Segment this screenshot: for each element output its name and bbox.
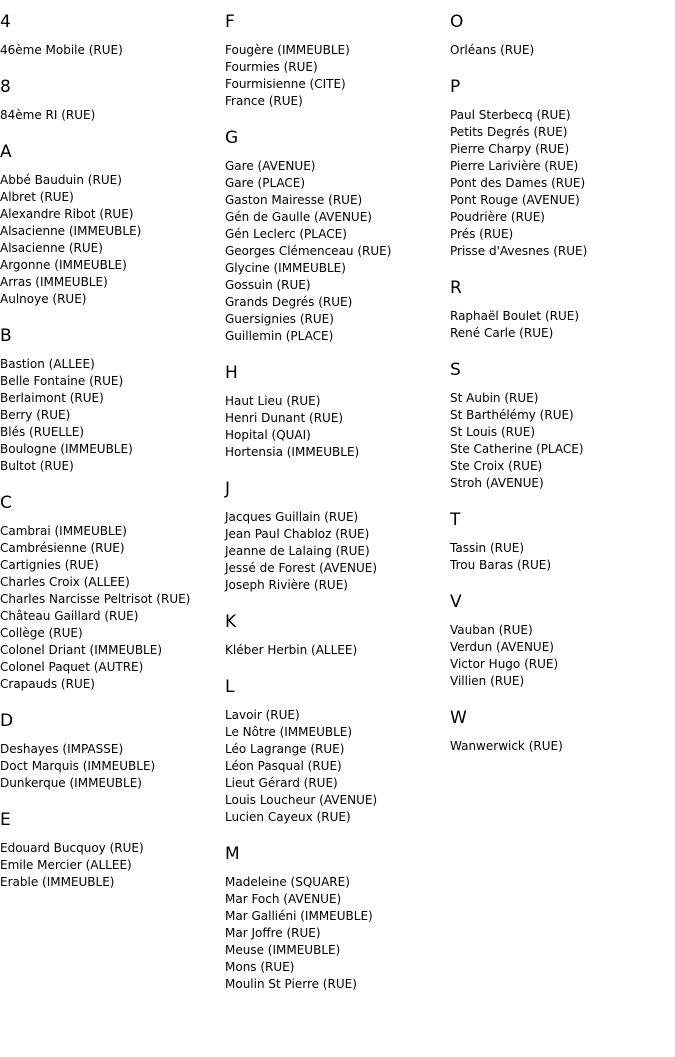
letter-heading: W [450, 708, 467, 728]
letter-group [225, 128, 450, 345]
street-list-item [0, 223, 225, 240]
street-link[interactable]: Bultot (RUE) [0, 459, 74, 473]
street-link[interactable]: Albret (RUE) [0, 190, 74, 204]
street-column-1 [0, 0, 225, 891]
street-link[interactable]: Pierre Larivière (RUE) [450, 159, 579, 173]
street-list-item [225, 741, 450, 758]
street-list-item [450, 325, 675, 342]
street-list-item [0, 274, 225, 291]
street-link[interactable]: Jessé de Forest (AVENUE) [225, 561, 378, 575]
street-link[interactable]: Cartignies (RUE) [0, 558, 99, 572]
street-link[interactable]: Guersignies (RUE) [225, 312, 334, 326]
street-link[interactable]: Ste Catherine (PLACE) [450, 442, 584, 456]
street-list-item [225, 792, 450, 809]
street-list-item [0, 424, 225, 441]
letter-heading: M [225, 844, 240, 864]
street-list-item [0, 206, 225, 223]
street-link[interactable]: Tassin (RUE) [450, 541, 525, 555]
street-link[interactable]: Hopital (QUAI) [225, 428, 311, 442]
street-link[interactable]: Abbé Bauduin (RUE) [0, 173, 122, 187]
street-link[interactable]: Charles Narcisse Peltrisot (RUE) [0, 592, 191, 606]
street-list-item [0, 540, 225, 557]
street-link[interactable]: Raphaël Boulet (RUE) [450, 309, 580, 323]
street-link[interactable]: Deshayes (IMPASSE) [0, 742, 124, 756]
street-link[interactable]: Gossuin (RUE) [225, 278, 311, 292]
street-list [450, 308, 675, 342]
street-list-item [225, 543, 450, 560]
street-list [225, 707, 450, 826]
street-link[interactable]: Argonne (IMMEUBLE) [0, 258, 127, 272]
street-link[interactable]: Berry (RUE) [0, 408, 71, 422]
street-link[interactable]: Ste Croix (RUE) [450, 459, 543, 473]
street-link[interactable]: France (RUE) [225, 94, 303, 108]
street-link[interactable]: Prisse d'Avesnes (RUE) [450, 244, 588, 258]
street-link[interactable]: Colonel Driant (IMMEUBLE) [0, 643, 162, 657]
street-link[interactable]: Léo Lagrange (RUE) [225, 742, 345, 756]
street-list-item [450, 209, 675, 226]
street-list-item [0, 676, 225, 693]
street-link[interactable]: Mar Joffre (RUE) [225, 926, 321, 940]
street-link[interactable]: Boulogne (IMMEUBLE) [0, 442, 133, 456]
street-link[interactable]: Grands Degrés (RUE) [225, 295, 353, 309]
letter-group [450, 592, 675, 690]
street-list-item [225, 976, 450, 993]
street-list-item [0, 356, 225, 373]
street-list-item [450, 656, 675, 673]
street-list-item [225, 891, 450, 908]
street-link[interactable]: Charles Croix (ALLEE) [0, 575, 130, 589]
street-link[interactable]: Joseph Rivière (RUE) [225, 578, 348, 592]
street-list-item [450, 390, 675, 407]
street-list-item [225, 758, 450, 775]
letter-heading: C [0, 493, 12, 513]
street-link[interactable]: Madeleine (SQUARE) [225, 875, 350, 889]
street-list-item [450, 738, 675, 755]
letter-heading: 8 [0, 77, 11, 97]
street-list-item [0, 758, 225, 775]
letter-group [450, 708, 675, 755]
street-list-item [450, 243, 675, 260]
letter-group [0, 326, 225, 475]
street-list-item [0, 373, 225, 390]
street-link[interactable]: Dunkerque (IMMEUBLE) [0, 776, 142, 790]
street-link[interactable]: Crapauds (RUE) [0, 677, 95, 691]
street-list-item [0, 441, 225, 458]
street-list [225, 642, 450, 659]
street-link[interactable]: Alsacienne (IMMEUBLE) [0, 224, 142, 238]
letter-group [0, 77, 225, 124]
letter-heading: T [450, 510, 461, 530]
street-link[interactable]: Pierre Charpy (RUE) [450, 142, 570, 156]
street-list-item [225, 410, 450, 427]
letter-group [225, 479, 450, 594]
street-list-item [0, 107, 225, 124]
street-list-item [450, 458, 675, 475]
street-list-item [225, 393, 450, 410]
street-list-item [225, 311, 450, 328]
street-list [450, 738, 675, 755]
street-list-item [450, 557, 675, 574]
street-list [450, 540, 675, 574]
letter-heading: L [225, 677, 235, 697]
street-link[interactable]: Belle Fontaine (RUE) [0, 374, 124, 388]
street-link[interactable]: Alexandre Ribot (RUE) [0, 207, 134, 221]
street-link[interactable]: Pont Rouge (AVENUE) [450, 193, 580, 207]
street-link[interactable]: Orléans (RUE) [450, 43, 535, 57]
street-link[interactable]: Prés (RUE) [450, 227, 514, 241]
street-link[interactable]: Château Gaillard (RUE) [0, 609, 139, 623]
street-link[interactable]: 46ème Mobile (RUE) [0, 43, 123, 57]
street-list-item [225, 444, 450, 461]
street-list-item [225, 42, 450, 59]
street-list-item [450, 124, 675, 141]
street-column-3 [450, 0, 675, 755]
letter-heading: O [450, 12, 464, 32]
street-list-item [450, 407, 675, 424]
street-link[interactable]: Alsacienne (RUE) [0, 241, 103, 255]
street-link[interactable]: Colonel Paquet (AUTRE) [0, 660, 144, 674]
street-list-item [225, 908, 450, 925]
street-link[interactable]: Cambrai (IMMEUBLE) [0, 524, 127, 538]
street-link[interactable]: Edouard Bucquoy (RUE) [0, 841, 144, 855]
street-link[interactable]: Le Nôtre (IMMEUBLE) [225, 725, 353, 739]
street-link[interactable]: Bastion (ALLEE) [0, 357, 95, 371]
street-link[interactable]: Cambrésienne (RUE) [0, 541, 125, 555]
street-link[interactable]: Gare (AVENUE) [225, 159, 316, 173]
street-link[interactable]: Gare (PLACE) [225, 176, 306, 190]
street-list-item [450, 639, 675, 656]
street-link[interactable]: St Aubin (RUE) [450, 391, 539, 405]
street-link[interactable]: St Barthélémy (RUE) [450, 408, 574, 422]
street-list-item [225, 642, 450, 659]
street-list-item [0, 189, 225, 206]
letter-heading: B [0, 326, 12, 346]
street-list-item [225, 59, 450, 76]
street-list-item [450, 540, 675, 557]
street-list-item [450, 673, 675, 690]
street-link[interactable]: Mar Galliéni (IMMEUBLE) [225, 909, 373, 923]
street-list [450, 107, 675, 260]
street-link[interactable]: Lucien Cayeux (RUE) [225, 810, 351, 824]
street-list [225, 509, 450, 594]
street-list-item [450, 622, 675, 639]
street-link[interactable]: Hortensia (IMMEUBLE) [225, 445, 360, 459]
street-link[interactable]: Fourmies (RUE) [225, 60, 318, 74]
street-list [450, 390, 675, 492]
street-list-item [0, 840, 225, 857]
letter-heading: H [225, 363, 238, 383]
letter-group [0, 810, 225, 891]
street-column-2 [225, 0, 450, 993]
street-list-item [0, 642, 225, 659]
street-link[interactable]: Haut Lieu (RUE) [225, 394, 321, 408]
street-list-item [0, 557, 225, 574]
street-list-item [0, 741, 225, 758]
street-list [0, 523, 225, 693]
letter-group [450, 360, 675, 492]
street-list-item [450, 308, 675, 325]
street-list-item [225, 243, 450, 260]
street-list-item [225, 427, 450, 444]
street-link[interactable]: Léon Pasqual (RUE) [225, 759, 342, 773]
letter-group [0, 493, 225, 693]
street-link[interactable]: Collège (RUE) [0, 626, 83, 640]
street-link[interactable]: Wanwerwick (RUE) [450, 739, 563, 753]
street-list-item [0, 458, 225, 475]
letter-heading: S [450, 360, 461, 380]
street-link[interactable]: Gén Leclerc (PLACE) [225, 227, 347, 241]
street-list-item [225, 809, 450, 826]
street-link[interactable]: Gén de Gaulle (AVENUE) [225, 210, 372, 224]
street-list-item [225, 724, 450, 741]
letter-heading: 4 [0, 12, 11, 32]
street-link[interactable]: Glycine (IMMEUBLE) [225, 261, 346, 275]
street-link[interactable]: Pont des Dames (RUE) [450, 176, 586, 190]
letter-group [225, 12, 450, 110]
street-list-item [450, 42, 675, 59]
street-list-item [0, 523, 225, 540]
street-link[interactable]: St Louis (RUE) [450, 425, 536, 439]
street-link[interactable]: Georges Clémenceau (RUE) [225, 244, 392, 258]
street-list [0, 42, 225, 59]
street-list [225, 42, 450, 110]
street-link[interactable]: Meuse (IMMEUBLE) [225, 943, 341, 957]
street-list-item [225, 277, 450, 294]
street-link[interactable]: Jean Paul Chabloz (RUE) [225, 527, 370, 541]
street-link[interactable]: Blés (RUELLE) [0, 425, 85, 439]
street-link[interactable]: Doct Marquis (IMMEUBLE) [0, 759, 156, 773]
street-list-item [225, 158, 450, 175]
street-list-item [0, 291, 225, 308]
street-link[interactable]: Victor Hugo (RUE) [450, 657, 559, 671]
street-list-item [225, 925, 450, 942]
street-link[interactable]: Aulnoye (RUE) [0, 292, 87, 306]
letter-group [450, 12, 675, 59]
street-list-item [0, 240, 225, 257]
street-list-item [0, 857, 225, 874]
street-link[interactable]: Trou Baras (RUE) [450, 558, 552, 572]
street-list-item [225, 526, 450, 543]
letter-group [0, 12, 225, 59]
letter-group [450, 510, 675, 574]
letter-heading: F [225, 12, 235, 32]
street-list-item [450, 424, 675, 441]
street-link[interactable]: Petits Degrés (RUE) [450, 125, 568, 139]
street-list [0, 172, 225, 308]
letter-heading: J [225, 479, 231, 499]
street-list-item [225, 209, 450, 226]
street-list-item [225, 560, 450, 577]
letter-group [225, 677, 450, 826]
street-list-item [225, 192, 450, 209]
letter-group [0, 711, 225, 792]
street-list-item [225, 775, 450, 792]
street-list-item [0, 42, 225, 59]
letter-group [225, 363, 450, 461]
street-link[interactable]: Kléber Herbin (ALLEE) [225, 643, 358, 657]
street-list-item [450, 141, 675, 158]
street-link[interactable]: Erable (IMMEUBLE) [0, 875, 115, 889]
letter-heading: P [450, 77, 461, 97]
letter-group [450, 278, 675, 342]
street-link[interactable]: Arras (IMMEUBLE) [0, 275, 108, 289]
letter-heading: E [0, 810, 11, 830]
street-link[interactable]: Villien (RUE) [450, 674, 525, 688]
street-list [0, 840, 225, 891]
street-list-item [450, 192, 675, 209]
street-list-item [225, 577, 450, 594]
street-link[interactable]: Mar Foch (AVENUE) [225, 892, 342, 906]
street-list-item [0, 257, 225, 274]
street-list-item [225, 707, 450, 724]
street-link[interactable]: Vauban (RUE) [450, 623, 533, 637]
letter-heading: D [0, 711, 14, 731]
street-list [0, 356, 225, 475]
street-list-item [0, 574, 225, 591]
street-link[interactable]: Poudrière (RUE) [450, 210, 545, 224]
street-link[interactable]: Fourmisienne (CITE) [225, 77, 346, 91]
street-list-item [0, 172, 225, 189]
street-list-item [450, 107, 675, 124]
street-list-item [450, 475, 675, 492]
street-link[interactable]: Moulin St Pierre (RUE) [225, 977, 357, 991]
street-list [225, 393, 450, 461]
street-list-item [225, 874, 450, 891]
street-list-item [0, 625, 225, 642]
street-link[interactable]: Lieut Gérard (RUE) [225, 776, 338, 790]
street-list-item [450, 158, 675, 175]
street-link[interactable]: Gaston Mairesse (RUE) [225, 193, 363, 207]
street-list-item [225, 509, 450, 526]
street-list-item [225, 226, 450, 243]
street-list-item [225, 328, 450, 345]
street-list-item [225, 959, 450, 976]
street-link[interactable]: Guillemin (PLACE) [225, 329, 334, 343]
street-link[interactable]: Berlaimont (RUE) [0, 391, 104, 405]
street-list-item [225, 260, 450, 277]
street-list-item [225, 942, 450, 959]
street-link[interactable]: Mons (RUE) [225, 960, 295, 974]
street-link[interactable]: Verdun (AVENUE) [450, 640, 554, 654]
street-list-item [0, 659, 225, 676]
street-link[interactable]: 84ème RI (RUE) [0, 108, 96, 122]
street-list-item [0, 591, 225, 608]
street-list-item [225, 294, 450, 311]
street-link[interactable]: Louis Loucheur (AVENUE) [225, 793, 378, 807]
letter-heading: R [450, 278, 462, 298]
street-list-item [0, 608, 225, 625]
street-list [450, 42, 675, 59]
street-list-item [450, 441, 675, 458]
street-list-item [225, 93, 450, 110]
street-link[interactable]: Jacques Guillain (RUE) [225, 510, 359, 524]
street-list [225, 874, 450, 993]
street-list-item [225, 76, 450, 93]
street-list-item [450, 175, 675, 192]
street-list [0, 107, 225, 124]
letter-group [225, 844, 450, 993]
street-list-item [450, 226, 675, 243]
street-link[interactable]: Paul Sterbecq (RUE) [450, 108, 571, 122]
street-link[interactable]: René Carle (RUE) [450, 326, 554, 340]
letter-heading: V [450, 592, 462, 612]
letter-group [450, 77, 675, 260]
street-list-item [0, 874, 225, 891]
street-list [225, 158, 450, 345]
letter-heading: G [225, 128, 239, 148]
street-list-item [225, 175, 450, 192]
street-link[interactable]: Lavoir (RUE) [225, 708, 300, 722]
letter-heading: K [225, 612, 237, 632]
letter-group [225, 612, 450, 659]
street-list-item [0, 407, 225, 424]
letter-group [0, 142, 225, 308]
letter-heading: A [0, 142, 12, 162]
street-link[interactable]: Stroh (AVENUE) [450, 476, 544, 490]
street-link[interactable]: Fougère (IMMEUBLE) [225, 43, 350, 57]
street-link[interactable]: Emile Mercier (ALLEE) [0, 858, 132, 872]
street-list [450, 622, 675, 690]
street-list [0, 741, 225, 792]
street-link[interactable]: Jeanne de Lalaing (RUE) [225, 544, 370, 558]
street-list-item [0, 390, 225, 407]
street-link[interactable]: Henri Dunant (RUE) [225, 411, 344, 425]
street-list-item [0, 775, 225, 792]
